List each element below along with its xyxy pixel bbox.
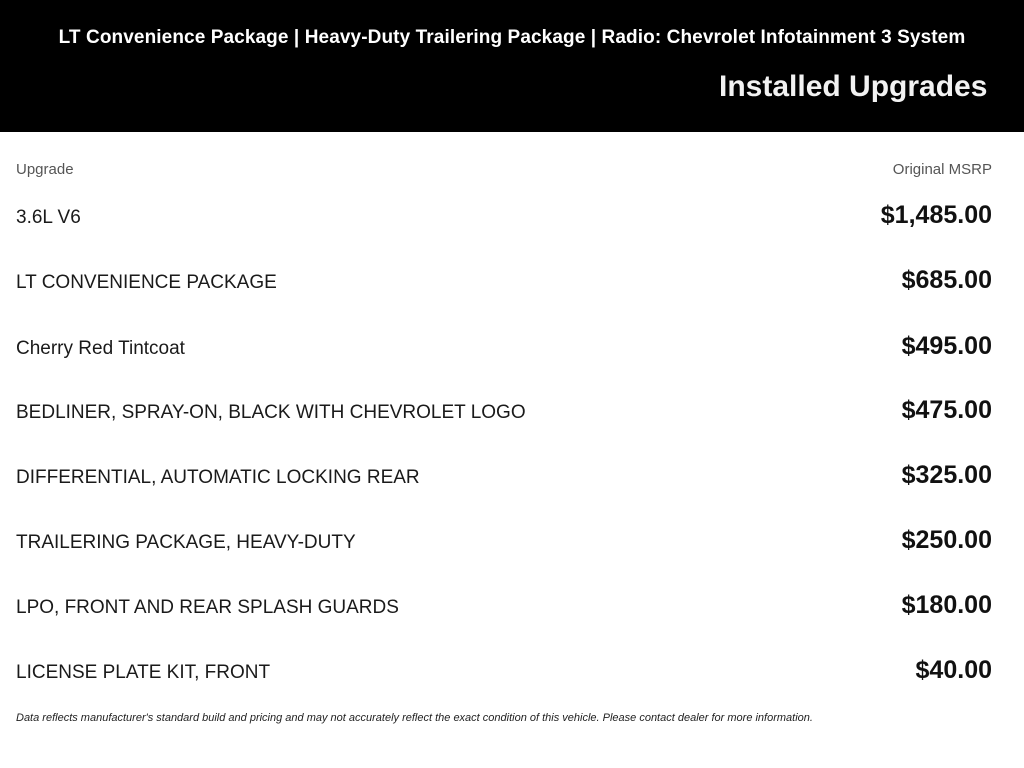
table-row (16, 522, 992, 562)
upgrade-name: LPO, FRONT AND REAR SPLASH GUARDS (16, 597, 399, 618)
upgrade-name: LICENSE PLATE KIT, FRONT (16, 662, 271, 683)
upgrade-price: $495.00 (901, 332, 992, 360)
table-row (16, 587, 992, 627)
upgrade-price: $40.00 (915, 656, 992, 684)
upgrade-name: TRAILERING PACKAGE, HEAVY-DUTY (16, 532, 356, 553)
table-row (16, 262, 992, 302)
column-header-upgrade: Upgrade (16, 161, 74, 178)
section-heading: Installed Upgrades (719, 70, 988, 103)
upgrade-name: BEDLINER, SPRAY-ON, BLACK WITH CHEVROLET LOGO (16, 402, 526, 423)
header-title: LT Convenience Package | Heavy-Duty Trailering Package | Radio: Chevrolet Infotainment 3 System (58, 27, 966, 48)
table-row (16, 328, 992, 368)
upgrade-name: LT CONVENIENCE PACKAGE (16, 272, 277, 293)
upgrade-name: Cherry Red Tintcoat (16, 338, 185, 359)
upgrade-price: $325.00 (901, 461, 992, 489)
table-row (16, 197, 992, 237)
table-row (16, 652, 992, 692)
header-bar (0, 0, 1024, 132)
upgrade-name: 3.6L V6 (16, 207, 81, 228)
disclaimer-text: Data reflects manufacturer's standard build and pricing and may not accurately reflect the exact condition of this vehicle. Please contact dealer for more information. (16, 712, 813, 724)
upgrade-name: DIFFERENTIAL, AUTOMATIC LOCKING REAR (16, 467, 420, 488)
upgrade-price: $685.00 (901, 266, 992, 294)
upgrade-price: $250.00 (901, 526, 992, 554)
upgrade-price: $180.00 (901, 591, 992, 619)
upgrade-price: $475.00 (901, 396, 992, 424)
table-row (16, 392, 992, 432)
column-header-original-msrp: Original MSRP (892, 161, 992, 178)
upgrade-price: $1,485.00 (880, 201, 992, 229)
table-row (16, 457, 992, 497)
